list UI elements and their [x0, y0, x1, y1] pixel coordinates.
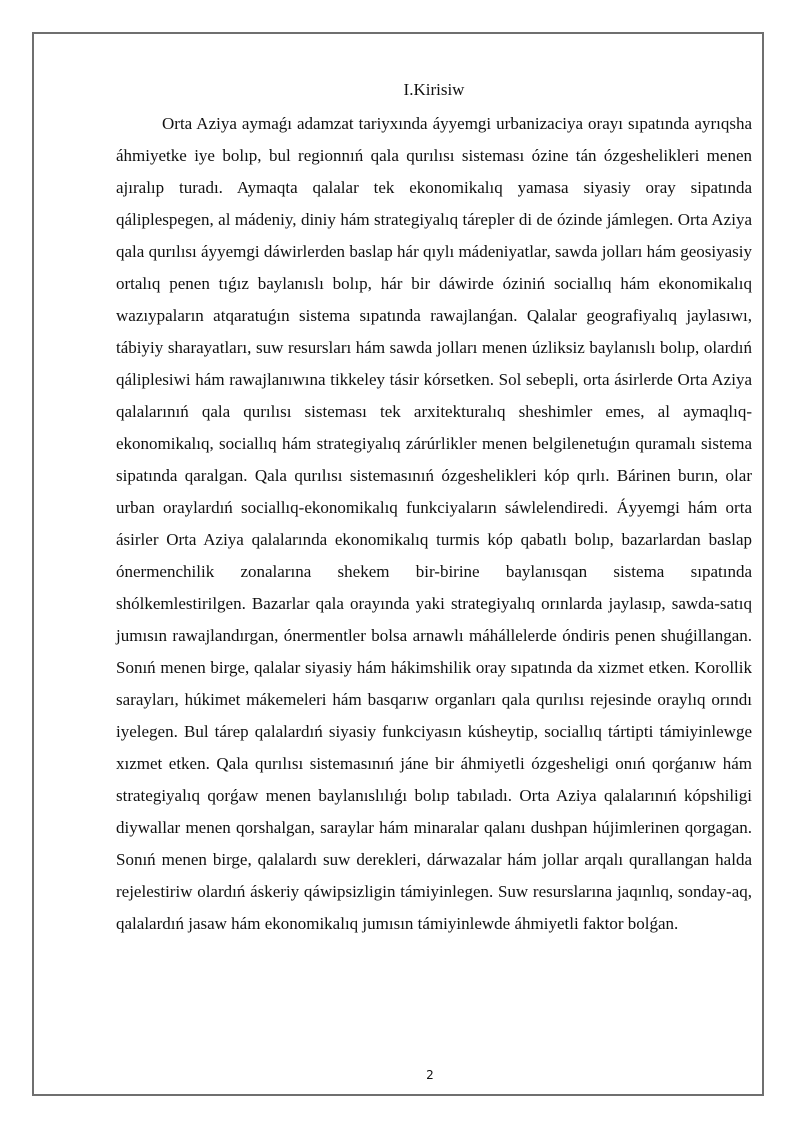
page-number: 2: [426, 1068, 434, 1082]
document-body: [116, 78, 752, 940]
body-paragraph: Orta Aziya aymaǵı adamzat tariyxında áyyemgi urbanizaciya orayı sıpatında ayrıqsha áhmiyetke iye bolıp, bul regionnıń qala qurılısı sisteması ózine tán ózgeshelikleri menen ajıralıp turadı. Aymaqta qalalar tek ekonomikalıq yamasa siyasiy oray sipatında qáliplespegen, al mádeniy, diniy hám strategiyalıq tárepler di de ózinde jámlegen. Orta Aziya qala qurılısı áyyemgi dáwirlerden baslap hár qıylı mádeniyatlar, sawda jolları hám geosiyasiy ortalıq penen tıǵız baylanıslı bolıp, hár bir dáwirde óziniń sociallıq hám ekonomikalıq wazıypaların atqaratuǵın sistema sıpatında rawajlanǵan. Qalalar geografiyalıq jaylasıwı, tábiyiy sharayatları, suw resursları hám sawda jolları menen úzliksiz baylanıslı bolıp, olardıń qáliplesiwi hám rawajlanıwına tikkeley tásir kórsetken. Sol sebepli, orta ásirlerde Orta Aziya qalalarınıń qala qurılısı sisteması tek arxitekturalıq sheshimler emes, al aymaqlıq-ekonomikalıq, sociallıq hám strategiyalıq zárúrlikler menen belgilenetuǵın quramalı sistema sipatında qaralgan. Qala qurılısı sistemasınıń ózgeshelikleri kóp qırlı. Bárinen burın, olar urban oraylardıń sociallıq-ekonomikalıq funkciyaların sáwlelendiredi. Áyyemgi hám orta ásirler Orta Aziya qalalarında ekonomikalıq turmis kóp qabatlı bolıp, bazarlardan baslap ónermenchilik zonalarına shekem bir-birine baylanısqan sistema sıpatında shólkemlestirilgen. Bazarlar qala orayında yaki strategiyalıq orınlarda jaylasıp, sawda-satıq jumısın rawajlandırgan, ónermentler bolsa arnawlı máhállelerde óndiris penen shuǵillangan. Sonıń menen birge, qalalar siyasiy hám hákimshilik oray sıpatında da xizmet etken. Korollik sarayları, húkimet mákemeleri hám basqarıw organları qala qurılısı rejesinde oraylıq orındı iyelegen. Bul tárep qalalardıń siyasiy funkciyasın kúsheytip, sociallıq tártipti támiyinlewge xızmet etken. Qala qurılısı sistemasınıń jáne bir áhmiyetli ózgesheligi onıń qorǵanıw hám strategiyalıq qorǵaw menen baylanıslılıǵı bolıp tabıladı. Orta Aziya qalalarınıń kópshiligi diywallar menen qorshalgan, saraylar hám minaralar qalanı dushpan hújimlerinen qorgagan. Sonıń menen birge, qalalardı suw derekleri, dárwazalar hám jollar arqalı qurallangan halda rejelestiriw olardıń áskeriy qáwipsizligin támiyinlegen. Suw resurslarına jaqınlıq, sonday-aq, qalalardıń jasaw hám ekonomikalıq jumısın támiyinlewde áhmiyetli faktor bolǵan.: [116, 114, 752, 933]
chapter-heading: I.Kirisiw: [403, 80, 465, 99]
